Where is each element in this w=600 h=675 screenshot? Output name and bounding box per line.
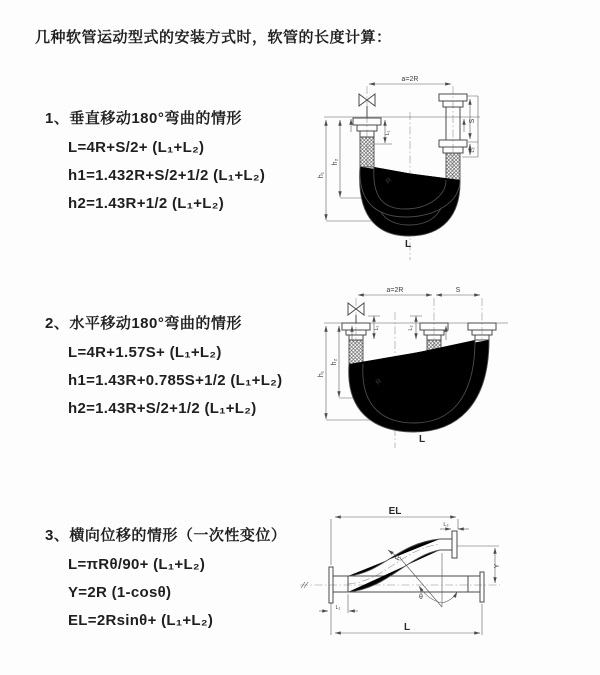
d1-dim-l2: L₂ — [470, 147, 476, 153]
diagram-vertical-180 — [312, 70, 598, 270]
d3-dim-l1: L₁ — [335, 605, 341, 611]
hose-u-curves — [360, 167, 460, 236]
section-1-formula-h2: h2=1.43R+1/2 (L₁+L₂) — [68, 195, 225, 212]
d1-dim-s: S — [469, 118, 476, 124]
diagram-horizontal-180 — [312, 282, 598, 454]
section-3-formula-EL: EL=2Rsinθ+ (L₁+L₂) — [68, 612, 214, 629]
d2-dim-h1: h₁ — [318, 370, 325, 378]
section-1-formula-h1: h1=1.432R+S/2+1/2 (L₁+L₂) — [68, 167, 266, 184]
d3-label-theta: θ — [419, 594, 423, 601]
d2-label-l: L — [418, 434, 426, 445]
hose-u-curves — [349, 340, 489, 432]
section-2-formula-h2: h2=1.43R+S/2+1/2 (L₁+L₂) — [68, 400, 257, 417]
section-2-formula-h1: h1=1.43R+0.785S+1/2 (L₁+L₂) — [68, 372, 283, 389]
d2-dim-a2r: a=2R — [386, 287, 404, 294]
section-1-formula-L: L=4R+S/2+ (L₁+L₂) — [68, 139, 205, 156]
section-2-formula-L: L=4R+1.57S+ (L₁+L₂) — [68, 344, 222, 361]
d3-label-r: R — [394, 554, 403, 562]
section-2-text — [45, 312, 282, 417]
centerlines — [300, 544, 500, 588]
right-flange — [468, 572, 484, 602]
upper-flange — [440, 531, 457, 558]
section-2-heading: 2、水平移动180°弯曲的情形 — [45, 315, 242, 332]
page-title: 几种软管运动型式的安装方式时，软管的长度计算： — [35, 29, 392, 46]
d1-dim-l1: L₁ — [385, 130, 391, 136]
section-1-heading: 1、垂直移动180°弯曲的情形 — [45, 110, 242, 127]
d2-dim-s: S — [455, 287, 461, 294]
d3-dim-y: Y — [494, 563, 501, 569]
theta-construction — [400, 553, 457, 607]
d3-dim-el: EL — [388, 506, 402, 517]
d3-dim-l2: L₂ — [443, 522, 449, 528]
d2-dim-l1: L₁ — [374, 325, 380, 331]
left-pipe-flange — [353, 118, 381, 167]
d2-dim-h2: h₂ — [331, 358, 338, 366]
diagram-lateral-displacement — [295, 503, 505, 648]
d1-dim-a2r: a=2R — [401, 76, 419, 83]
d1-dim-h1: h₁ — [318, 171, 325, 179]
section-1-text — [45, 107, 265, 212]
section-3-heading: 3、横向位移的情形（一次性变位） — [45, 527, 287, 544]
d1-label-l: L — [404, 239, 412, 250]
d1-dim-h2: h₂ — [332, 158, 339, 166]
d2-dim-l2: L₂ — [408, 325, 414, 331]
section-3-formula-L: L=πRθ/90+ (L₁+L₂) — [68, 556, 206, 573]
section-3-text — [45, 524, 286, 629]
d1-label-r: R — [384, 176, 394, 186]
d2-label-r: R — [374, 377, 384, 387]
d3-dim-l: L — [403, 622, 411, 633]
hose-lines — [348, 539, 468, 592]
section-3-formula-Y: Y=2R (1-cosθ) — [68, 584, 172, 601]
